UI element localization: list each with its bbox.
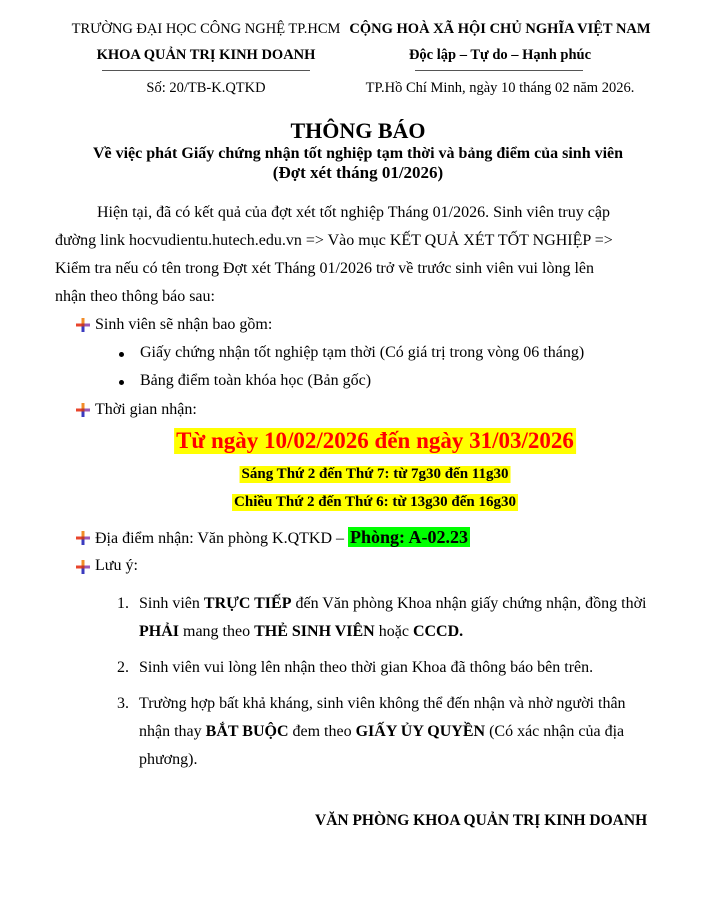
note-3-line-3: phương). [139, 751, 198, 768]
nation-name: CỘNG HOÀ XÃ HỘI CHỦ NGHĨA VIỆT NAM [349, 21, 651, 37]
morning-hours: Sáng Thứ 2 đến Thứ 7: từ 7g30 đến 11g30 [241, 466, 509, 482]
plus-cross-bullet-icon [76, 560, 90, 574]
faculty-name: KHOA QUẢN TRỊ KINH DOANH [96, 47, 316, 63]
document-number: Số: 20/TB-K.QTKD [146, 80, 266, 96]
time-label: Thời gian nhận: [95, 401, 197, 418]
afternoon-hours: Chiều Thứ 2 đến Thứ 6: từ 13g30 đến 16g30 [234, 494, 516, 510]
location-line [95, 527, 470, 549]
note-3-line-1: Trường hợp bất khả kháng, sinh viên không thể đến nhận và nhờ người thân [139, 695, 626, 712]
intro-line-3: Kiểm tra nếu có tên trong Đợt xét Tháng 01/2026 trở về trước sinh viên vui lòng lên [55, 260, 594, 277]
note-2-number: 2. [117, 659, 129, 676]
note-3-line-2: nhận thay BẮT BUỘC đem theo GIẤY ỦY QUYỀN (Có xác nhận của địa [139, 723, 625, 740]
date-range: Từ ngày 10/02/2026 đến ngày 31/03/2026 [176, 428, 574, 453]
receive-item-1: Giấy chứng nhận tốt nghiệp tạm thời (Có giá trị trong vòng 06 tháng) [140, 344, 585, 361]
note-1-line-1: Sinh viên TRỰC TIẾP đến Văn phòng Khoa nhận giấy chứng nhận, đồng thời [139, 595, 647, 612]
signature-block: VĂN PHÒNG KHOA QUẢN TRỊ KINH DOANH [315, 812, 648, 829]
round-bullet-icon [119, 380, 124, 385]
plus-cross-bullet-icon [76, 531, 90, 545]
national-motto: Độc lập – Tự do – Hạnh phúc [408, 47, 592, 63]
round-bullet-icon [119, 352, 124, 357]
note-1-line-2: PHẢI mang theo THẺ SINH VIÊN hoặc CCCD. [139, 623, 464, 640]
receive-item-2: Bảng điểm toàn khóa học (Bản gốc) [140, 372, 372, 389]
note-1-number: 1. [117, 595, 129, 612]
page-title: THÔNG BÁO [290, 118, 426, 143]
note-2-text: Sinh viên vui lòng lên nhận theo thời gian Khoa đã thông báo bên trên. [139, 659, 594, 676]
room-number: Phòng: A-02.23 [350, 527, 469, 547]
note-3-number: 3. [117, 695, 129, 712]
intro-line-1: Hiện tại, đã có kết quả của đợt xét tốt nghiệp Tháng 01/2026. Sinh viên truy cập [97, 204, 610, 221]
intro-line-2: đường link hocvudientu.hutech.edu.vn => Vào mục KẾT QUẢ XÉT TỐT NGHIỆP => [55, 232, 613, 249]
school-name: TRƯỜNG ĐẠI HỌC CÔNG NGHỆ TP.HCM [71, 21, 341, 37]
location-label: Địa điểm nhận: Văn phòng K.QTKD – [95, 530, 348, 547]
intro-line-4: nhận theo thông báo sau: [55, 288, 215, 305]
notes-label: Lưu ý: [95, 557, 138, 574]
notice-subject: Về việc phát Giấy chứng nhận tốt nghiệp tạm thời và bảng điểm của sinh viên [92, 145, 624, 162]
notice-batch: (Đợt xét tháng 01/2026) [272, 163, 444, 182]
plus-cross-bullet-icon [76, 403, 90, 417]
receive-label: Sinh viên sẽ nhận bao gồm: [95, 316, 273, 333]
place-date: TP.Hồ Chí Minh, ngày 10 tháng 02 năm 2026. [365, 80, 635, 96]
header-right-divider [415, 70, 583, 71]
header-left-divider [102, 70, 310, 71]
plus-cross-bullet-icon [76, 318, 90, 332]
